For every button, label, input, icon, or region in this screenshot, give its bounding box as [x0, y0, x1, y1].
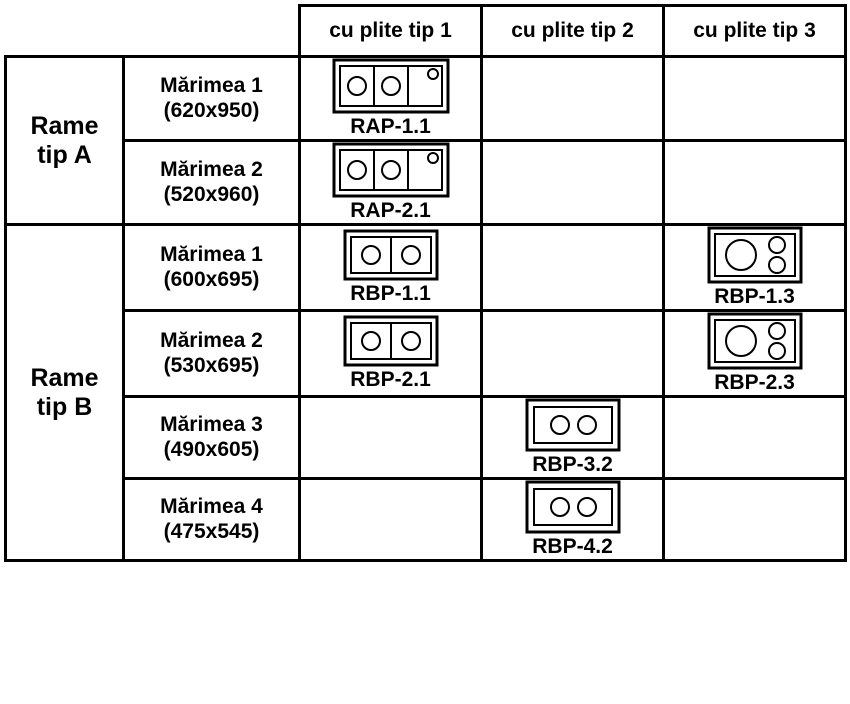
- product: [707, 226, 803, 309]
- corner-blank-left: [6, 6, 124, 57]
- hob-icon-two-burner-split: [343, 315, 439, 367]
- group-label-rame-tip-b: [6, 225, 124, 561]
- product: [343, 315, 439, 392]
- corner-blank-right: [124, 6, 300, 57]
- table-row: [6, 225, 846, 311]
- hob-icon-two-burner-square: [525, 398, 621, 452]
- table-row: [6, 141, 846, 225]
- product-cell-empty: [664, 141, 846, 225]
- size-line2: (520x960): [163, 182, 260, 206]
- product-cell-empty: [482, 141, 664, 225]
- table-row: [6, 57, 846, 141]
- size-line2: (475x545): [163, 519, 260, 543]
- hob-icon-one-large-two-small: [707, 312, 803, 370]
- hob-icon-one-large-two-small: [707, 226, 803, 284]
- product-cell-rbp-1-3: [664, 225, 846, 311]
- product-code: RBP-4.2: [532, 535, 613, 558]
- table-row: [6, 479, 846, 561]
- product-cell-empty: [664, 57, 846, 141]
- size-label-b4: [124, 479, 300, 561]
- product-cell-empty: [300, 479, 482, 561]
- product-code: RAP-1.1: [350, 115, 431, 138]
- product: [707, 312, 803, 395]
- product-cell-empty: [300, 397, 482, 479]
- size-line1: Mărimea 1: [160, 73, 263, 97]
- size-line2: (530x695): [163, 353, 260, 377]
- size-label-a2: [124, 141, 300, 225]
- size-label-b2: [124, 311, 300, 397]
- product: [332, 58, 450, 139]
- product: [525, 398, 621, 477]
- size-label-a1: [124, 57, 300, 141]
- size-line1: Mărimea 2: [160, 157, 263, 181]
- size-line1: Mărimea 4: [160, 494, 263, 518]
- size-line1: Mărimea 1: [160, 242, 263, 266]
- table-header-row: [6, 6, 846, 57]
- group-label-line1: Rame: [30, 111, 99, 140]
- size-label-b1: [124, 225, 300, 311]
- hob-icon-two-burner-square: [525, 480, 621, 534]
- product-cell-rbp-2-3: [664, 311, 846, 397]
- table-row: [6, 311, 846, 397]
- product-cell-rbp-4-2: [482, 479, 664, 561]
- group-label-rame-tip-a: [6, 57, 124, 225]
- column-header-plite-2: cu plite tip 2: [482, 6, 664, 57]
- product-matrix-sheet: [0, 4, 850, 704]
- hob-icon-wide-3burner-with-corner-dot: [332, 142, 450, 198]
- product: [332, 142, 450, 223]
- product: [525, 480, 621, 559]
- size-line1: Mărimea 3: [160, 412, 263, 436]
- product-code: RBP-2.1: [350, 368, 431, 391]
- group-label-line2: tip A: [37, 140, 92, 169]
- product-cell-rap-2-1: [300, 141, 482, 225]
- product-cell-empty: [664, 479, 846, 561]
- product-code: RBP-1.1: [350, 282, 431, 305]
- product-cell-rap-1-1: [300, 57, 482, 141]
- size-label-b3: [124, 397, 300, 479]
- size-line1: Mărimea 2: [160, 328, 263, 352]
- group-label-line2: tip B: [36, 392, 93, 421]
- column-header-plite-1: cu plite tip 1: [300, 6, 482, 57]
- product: [343, 229, 439, 306]
- product-cell-rbp-2-1: [300, 311, 482, 397]
- product-cell-rbp-1-1: [300, 225, 482, 311]
- product-matrix-table: [4, 4, 847, 562]
- product-code: RBP-3.2: [532, 453, 613, 476]
- product-code: RBP-1.3: [714, 285, 795, 308]
- product-cell-empty: [482, 57, 664, 141]
- size-line2: (620x950): [163, 98, 260, 122]
- size-line2: (600x695): [163, 267, 260, 291]
- size-line2: (490x605): [163, 437, 260, 461]
- product-cell-empty: [482, 225, 664, 311]
- product-cell-empty: [482, 311, 664, 397]
- hob-icon-two-burner-split: [343, 229, 439, 281]
- product-code: RBP-2.3: [714, 371, 795, 394]
- column-header-plite-3: cu plite tip 3: [664, 6, 846, 57]
- product-cell-empty: [664, 397, 846, 479]
- product-cell-rbp-3-2: [482, 397, 664, 479]
- product-code: RAP-2.1: [350, 199, 431, 222]
- table-row: [6, 397, 846, 479]
- group-label-line1: Rame: [30, 363, 99, 392]
- hob-icon-wide-3burner-with-corner-dot: [332, 58, 450, 114]
